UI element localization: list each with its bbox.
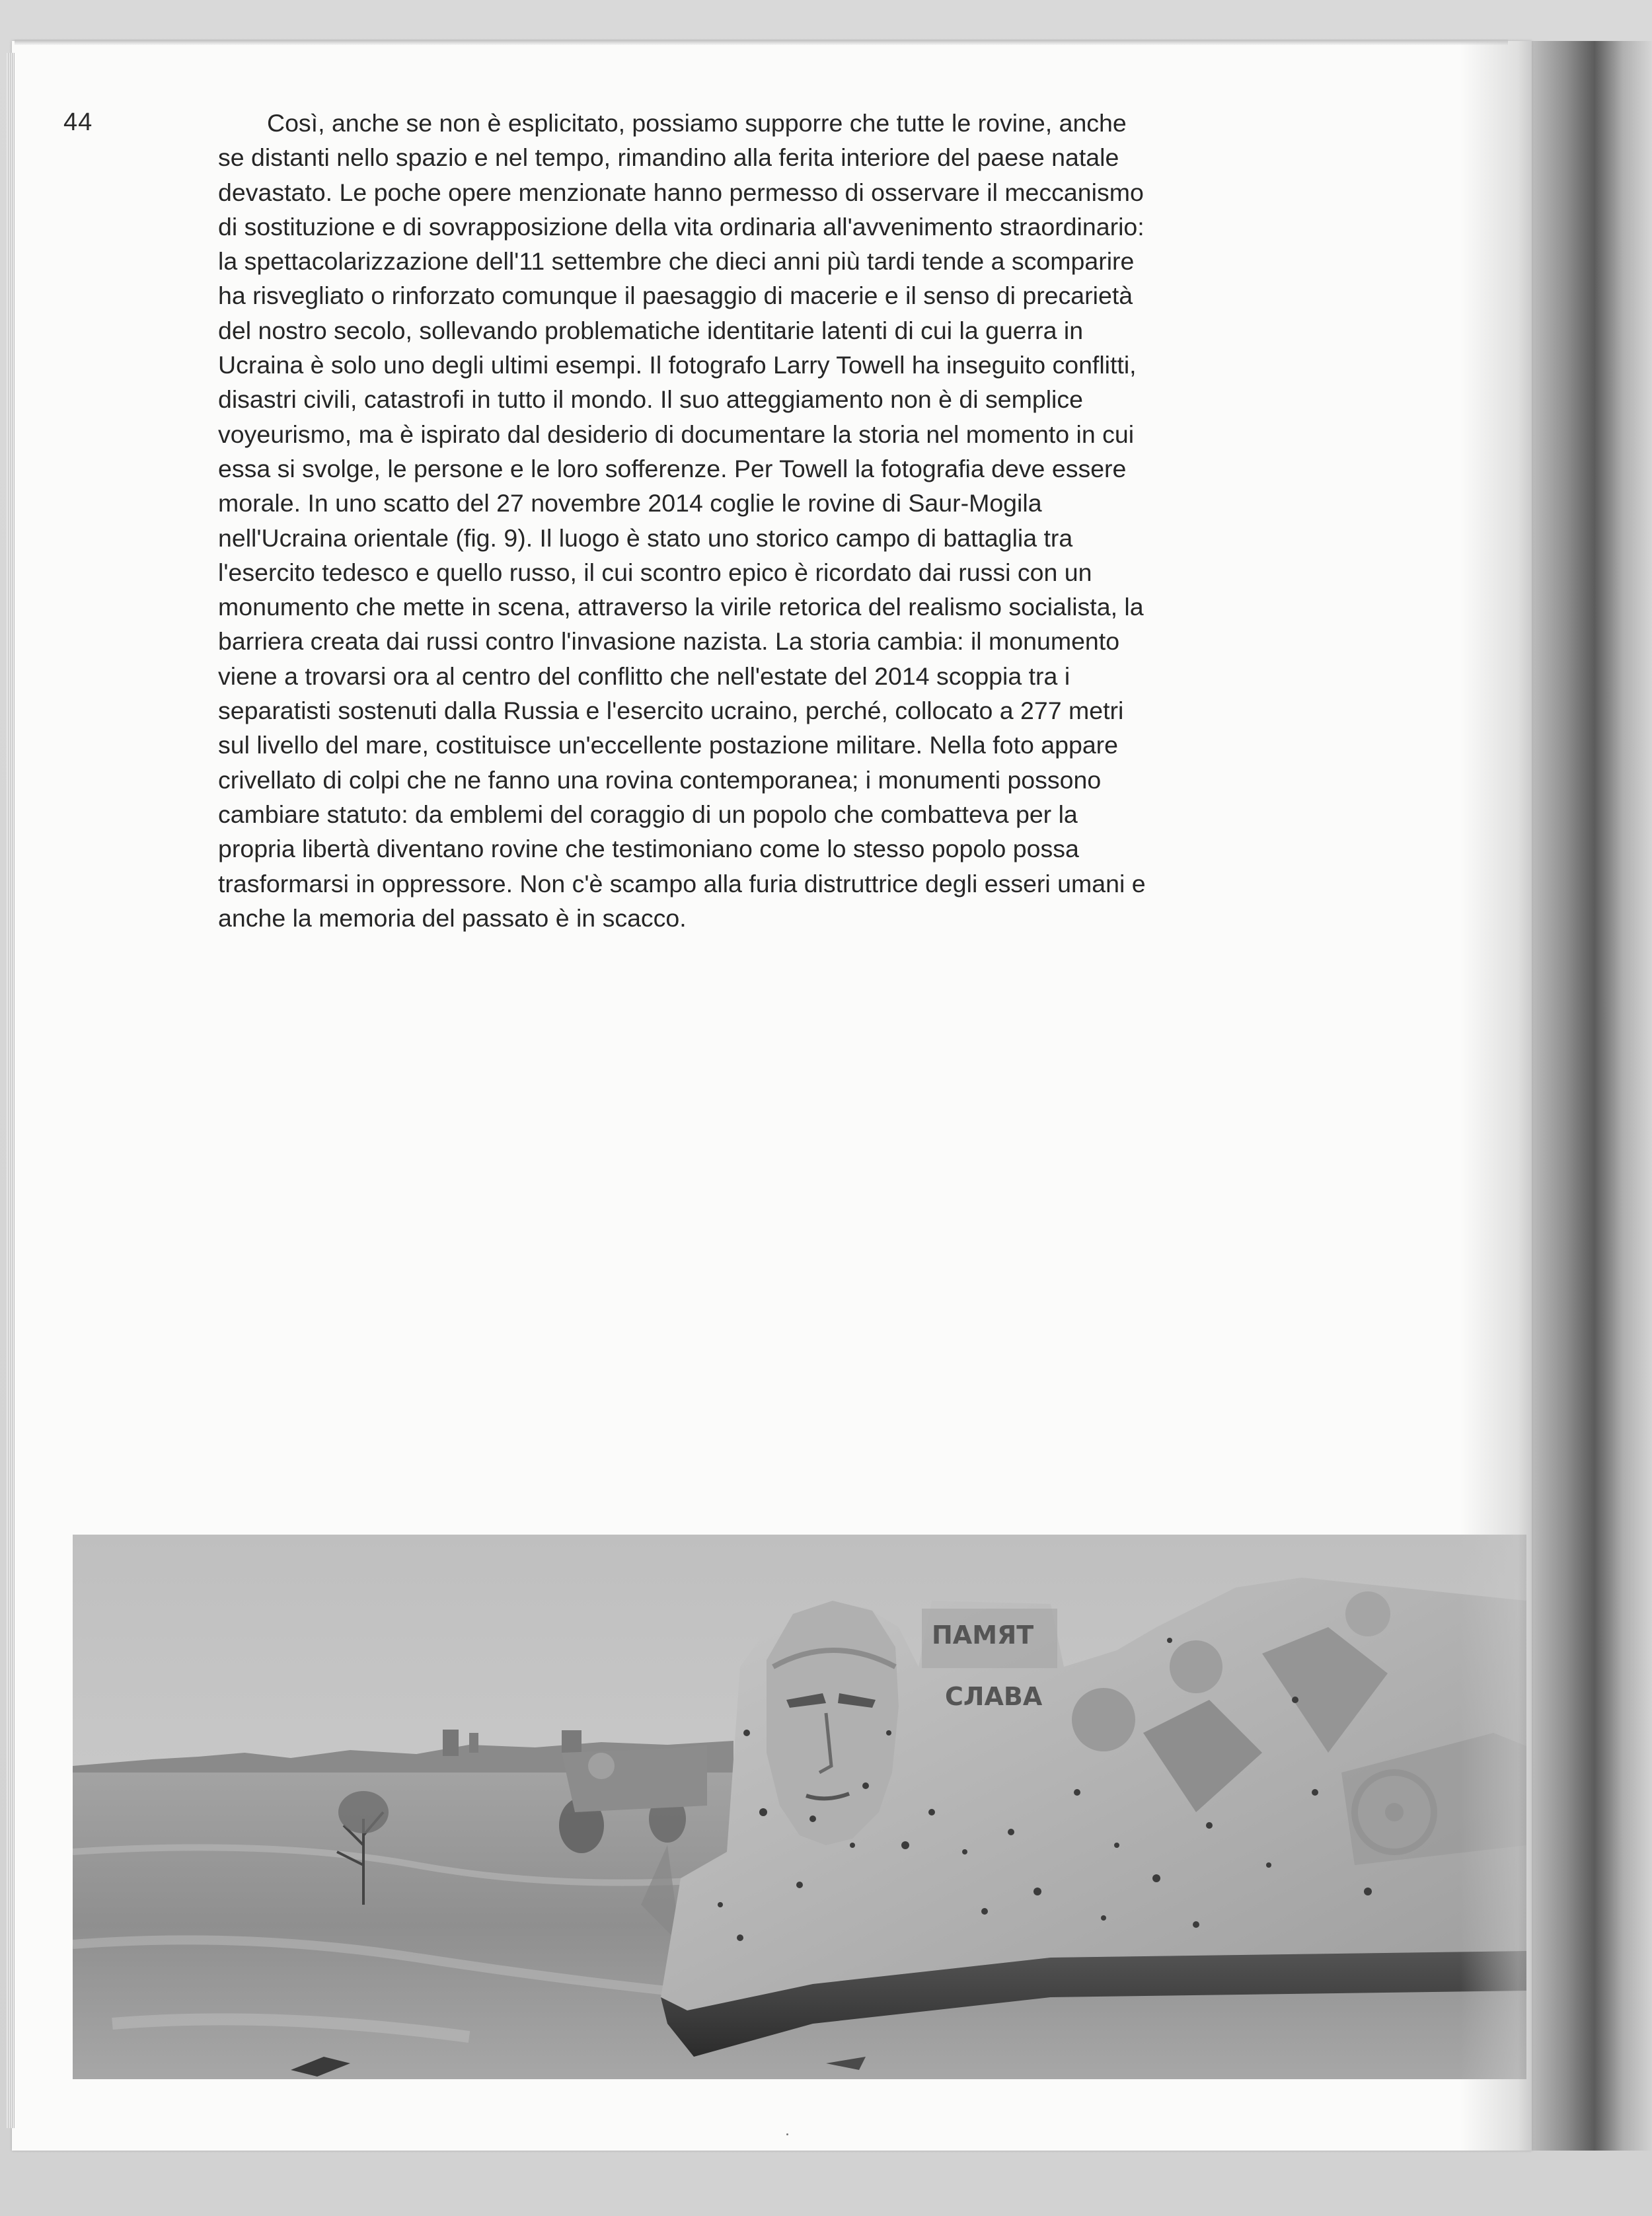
distant-monument bbox=[562, 1745, 707, 1812]
page-number: 44 bbox=[63, 108, 93, 136]
body-text bbox=[218, 106, 1156, 935]
distant-ruin bbox=[469, 1733, 478, 1753]
soldier-face bbox=[767, 1601, 899, 1845]
monument-photo bbox=[73, 1535, 1526, 2079]
relief-figure bbox=[1072, 1688, 1135, 1751]
body-paragraph: Così, anche se non è esplicitato, possiamo supporre che tutte le rovine, anche se distanti nello spazio e nel tempo, rimandino alla ferita interiore del paese natale devastato. Le poche opere menzionate hanno permesso di osservare il meccanismo di sostituzione e di sovrapposizione della vita ordinaria all'avvenimento straordinario: la spettacolarizzazione dell'11 settembre che dieci anni più tardi tende a scomparire ha risvegliato o rinforzato comunque il paesaggio di macerie e il senso di precarietà del nostro secolo, sollevando problematiche identitarie latenti di cui la guerra in Ucraina è solo uno degli ultimi esempi. Il fotografo Larry Towell ha inseguito conflitti, disastri civili, catastrofi in tutto il mondo. Il suo atteggiamento non è di semplice voyeurismo, ma è ispirato dal desiderio di documentare la storia nel momento in cui essa si svolge, le persone e le loro sofferenze. Per Towell la fotografia deve essere morale. In uno scatto del 27 novembre 2014 coglie le rovine di Saur-Mogila nell'Ucraina orientale (fig. 9). Il luogo è stato uno storico campo di battaglia tra l'esercito tedesco e quello russo, il cui scontro epico è ricordato dai russi con un monumento che mette in scena, attraverso la virile retorica del realismo socialista, la barriera creata dai russi contro l'invasione nazista. La storia cambia: il monumento viene a trovarsi ora al centro del conflitto che nell'estate del 2014 scoppia tra i separatisti sostenuti dalla Russia e l'esercito ucraino, perché, collocato a 277 metri sul livello del mare, costituisce un'eccellente postazione militare. Nella foto appare crivellato di colpi che ne fanno una rovina contemporanea; i monumenti possono cambiare statuto: da emblemi del coraggio di un popolo che combatteva per la propria libertà diventano rovine che testimoniano come lo stesso popolo possa trasformarsi in oppressore. Non c'è scampo alla furia distruttrice degli esseri umani e anche la memoria del passato è in scacco. bbox=[218, 109, 1146, 932]
dust-speck bbox=[786, 2133, 788, 2135]
distant-ruin bbox=[443, 1730, 459, 1756]
relief-inscription: СЛАВА bbox=[945, 1682, 1043, 1711]
page-stack-edge bbox=[7, 53, 15, 2128]
relief-figure bbox=[1170, 1640, 1222, 1693]
running-head bbox=[1478, 102, 1507, 1173]
relief-figure bbox=[1345, 1591, 1390, 1636]
relief-inscription: ПАМЯТ bbox=[932, 1621, 1034, 1650]
figure-photo bbox=[73, 1535, 1526, 2079]
running-head-author bbox=[1478, 1157, 1652, 1173]
page-top-edge bbox=[15, 40, 1508, 45]
distant-ruin bbox=[562, 1730, 582, 1753]
